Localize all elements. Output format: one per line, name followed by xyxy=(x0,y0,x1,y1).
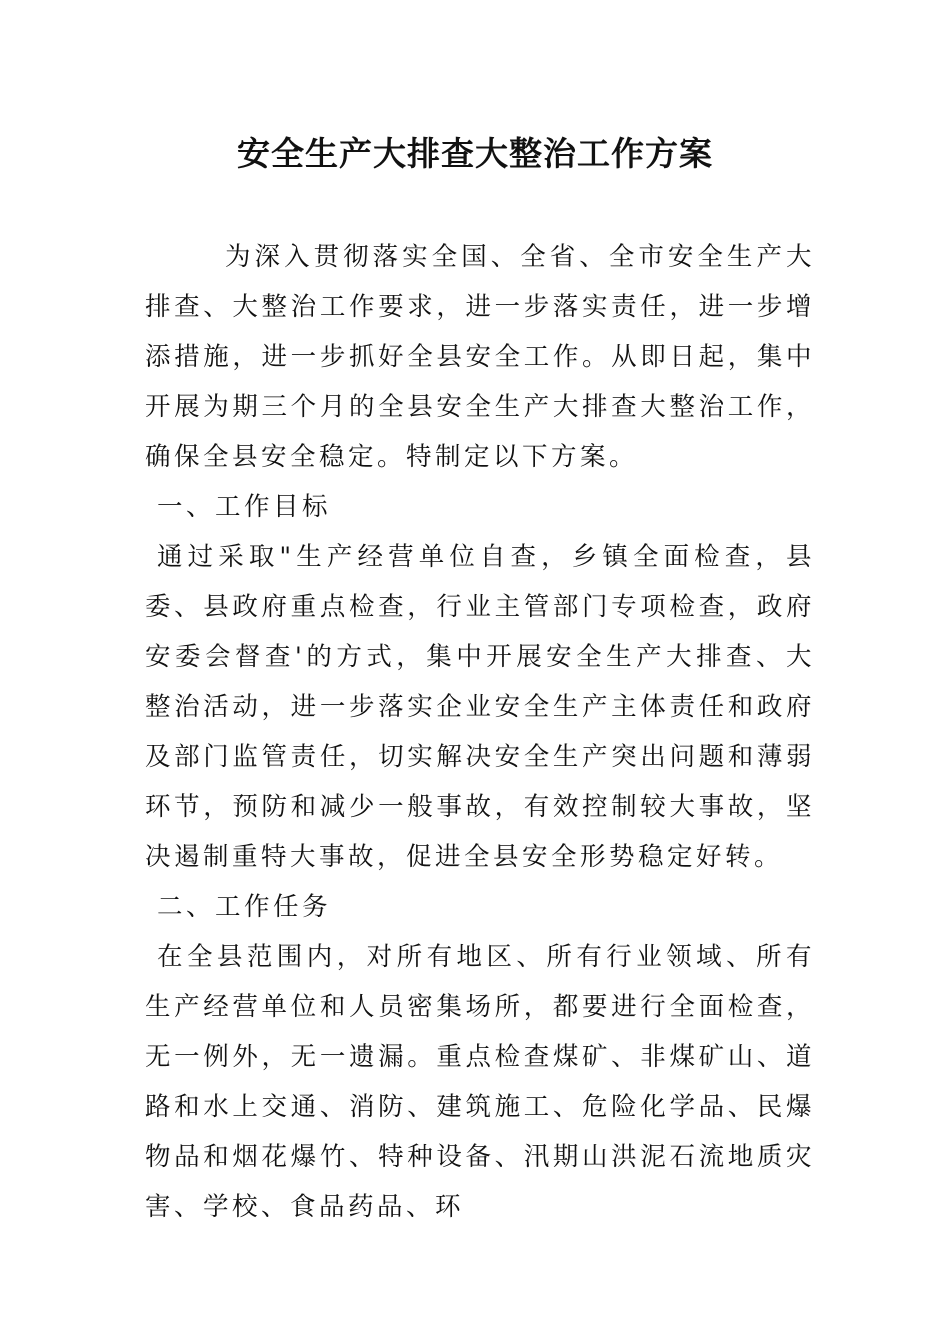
section-paragraph-goals: 通过采取"生产经营单位自查，乡镇全面检查，县委、县政府重点检查，行业主管部门专项检查，政府安委会督查'的方式，集中开展安全生产大排查、大整治活动，进一步落实企业安全生产主体责任和政府及部门监管责任，切实解决安全生产突出问题和薄弱环节，预防和减少一般事故，有效控制较大事故，坚决遏制重特大事故，促进全县安全形势稳定好转。 xyxy=(145,542,815,872)
section-heading-goals: 一、工作目标 xyxy=(157,492,332,522)
document-body xyxy=(145,232,815,1232)
intro-paragraph: 为深入贯彻落实全国、全省、全市安全生产大排查、大整治工作要求，进一步落实责任，进一步增添措施，进一步抓好全县安全工作。从即日起，集中开展为期三个月的全县安全生产大排查大整治工作，确保全县安全稳定。特制定以下方案。 xyxy=(145,242,815,472)
document-title: 安全生产大排查大整治工作方案 xyxy=(237,134,713,173)
section-paragraph-tasks: 在全县范围内，对所有地区、所有行业领域、所有生产经营单位和人员密集场所，都要进行全面检查，无一例外，无一遗漏。重点检查煤矿、非煤矿山、道路和水上交通、消防、建筑施工、危险化学品、民爆物品和烟花爆竹、特种设备、汛期山洪泥石流地质灾害、学校、食品药品、环 xyxy=(145,942,815,1222)
section-heading-tasks: 二、工作任务 xyxy=(157,892,332,922)
